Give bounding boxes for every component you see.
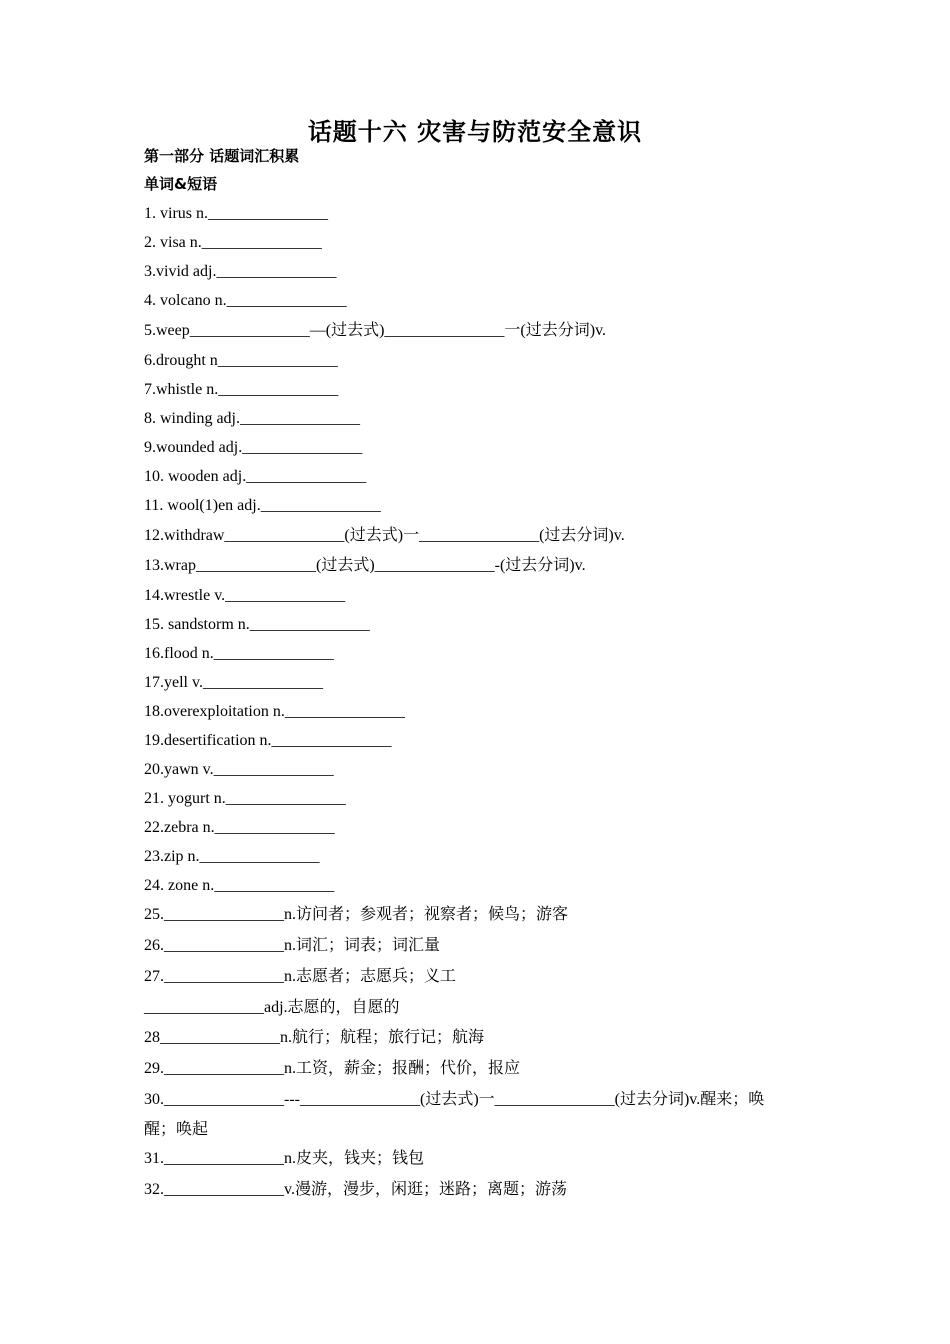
vocab-item: 31._______________n.皮夹，钱夹；钱包: [144, 1150, 425, 1167]
vocab-item: 26._______________n.词汇；词表；词汇量: [144, 937, 441, 954]
vocab-item: 17.yell v._______________: [144, 674, 323, 691]
vocab-item: 20.yawn v._______________: [144, 761, 334, 778]
vocab-item: 18.overexploitation n._______________: [144, 703, 405, 720]
vocab-item: 11. wool(1)en adj._______________: [144, 497, 381, 514]
vocab-item: 30._______________---_______________(过去式)一_______________(过去分词)v.醒来；唤: [144, 1091, 765, 1108]
vocab-item: _______________adj.志愿的，自愿的: [144, 999, 400, 1016]
vocab-item: 19.desertification n._______________: [144, 732, 392, 749]
vocab-item: 12.withdraw_______________(过去式)一_______________(过去分词)v.: [144, 527, 625, 544]
vocab-item: 9.wounded adj._______________: [144, 439, 363, 456]
vocab-item: 21. yogurt n._______________: [144, 790, 346, 807]
vocab-item: 22.zebra n._______________: [144, 819, 335, 836]
vocab-item: 16.flood n._______________: [144, 645, 334, 662]
vocab-item: 4. volcano n._______________: [144, 292, 347, 309]
vocab-item: 27._______________n.志愿者；志愿兵；义工: [144, 968, 457, 985]
vocab-item: 10. wooden adj._______________: [144, 468, 367, 485]
vocab-item: 32._______________v.漫游，漫步，闲逛；迷路；离题；游荡: [144, 1181, 567, 1198]
vocab-item-continuation: 醒；唤起: [144, 1121, 209, 1138]
document-title: 话题十六 灾害与防范安全意识: [307, 118, 643, 146]
vocab-item: 1. virus n._______________: [144, 205, 328, 222]
vocab-item: 8. winding adj._______________: [144, 410, 360, 427]
vocab-item: 24. zone n._______________: [144, 877, 335, 894]
vocab-item: 3.vivid adj._______________: [144, 263, 337, 280]
vocab-item: 23.zip n._______________: [144, 848, 320, 865]
vocab-item: 29._______________n.工资，薪金；报酬；代价，报应: [144, 1060, 521, 1077]
sub-heading: 单词&短语: [144, 175, 218, 193]
vocab-item: 14.wrestle v._______________: [144, 587, 346, 604]
vocab-item: 7.whistle n._______________: [144, 381, 339, 398]
vocab-item: 5.weep_______________—(过去式)_______________一(过去分词)v.: [144, 322, 607, 339]
vocab-item: 15. sandstorm n._______________: [144, 616, 370, 633]
vocab-item: 2. visa n._______________: [144, 234, 322, 251]
vocab-item: 25._______________n.访问者；参观者；视察者；候鸟；游客: [144, 906, 569, 923]
part-heading: 第一部分 话题词汇积累: [144, 147, 300, 165]
vocab-item: 13.wrap_______________(过去式)_______________-(过去分词)v.: [144, 557, 586, 574]
vocab-item: 6.drought n_______________: [144, 352, 338, 369]
vocab-item: 28_______________n.航行；航程；旅行记；航海: [144, 1029, 485, 1046]
